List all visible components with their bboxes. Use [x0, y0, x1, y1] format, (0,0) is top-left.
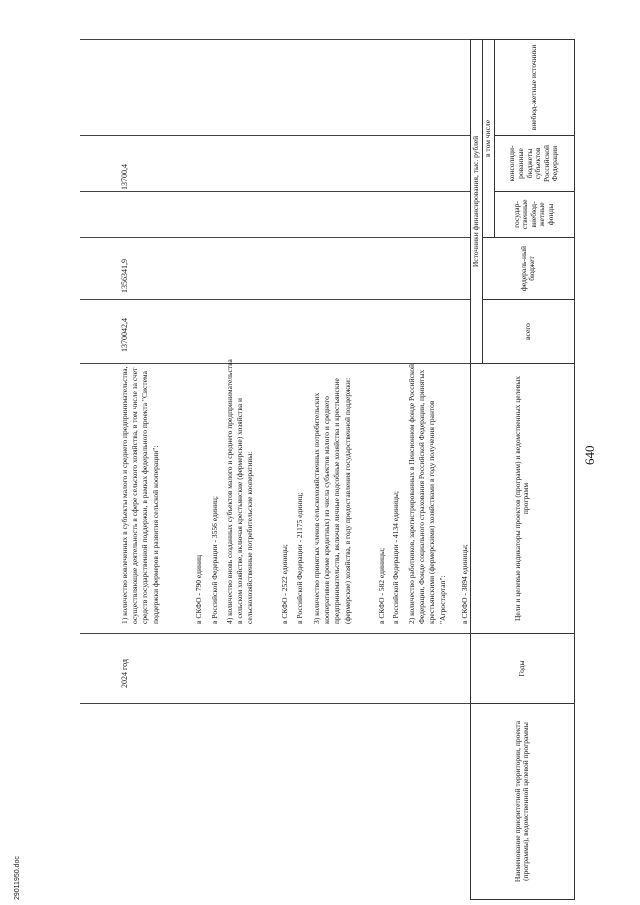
- year-2024: 2024 год: [120, 659, 129, 688]
- value-total-2024: 1370042,4: [120, 318, 129, 352]
- header-year: Годы: [471, 634, 575, 704]
- header-consolidated: консолиди-рованные бюджеты субъектов Российской Федерации: [494, 136, 574, 192]
- paragraph: 1) количество вовлеченных в субъекты малого и среднего предпринимательства, осуществляющие деятельность в сфере сельского хозяйства, в том числе за счет средств государственной поддержки, в рамках федерального проекта "Система поддержки фермеров и развития сельской кооперации":: [120, 366, 160, 624]
- paragraph: в Российской Федерации - 21175 единиц;: [295, 492, 304, 624]
- page-number: 640: [582, 445, 597, 465]
- table-body: [80, 40, 470, 900]
- paragraph: в СКФО - 3894 единицы;: [460, 544, 469, 624]
- header-state-funds: государ-ственные внебюд-жетные фонды: [494, 192, 574, 238]
- paragraph: 2) количество работников, зарегистрированных в Пенсионном фонде Российской Федерации, Фонде социального страхования Российской Федерации, принятых крестьянскими (фермерскими) хозяйствами в году получения грантов "Агростартап":: [407, 364, 447, 624]
- value-federal-2024: 1356341,9: [120, 259, 129, 293]
- header-goal: Цели и целевые индикаторы проектов (программ) и ведомственных целевых программ: [471, 364, 575, 634]
- header-federal: федераль-ный бюджет: [483, 238, 575, 300]
- header-funding: Источники финансирования, тыс. рублей: [471, 39, 483, 363]
- header-extrabudgetary: внебюд-жетные источники: [494, 39, 574, 135]
- table-header: [470, 39, 575, 900]
- paragraph: в Российской Федерации - 4134 единицы;: [391, 490, 400, 624]
- paragraph: 3) количество принятых членов сельскохозяйственных потребительских кооперативов (кроме кредитных) из числа субъектов малого и среднего предпринимательства, включая личные подсобные хозяйства и крестьянские (фермерские) хозяйства, в году предоставления государственной поддержки:: [312, 377, 352, 624]
- paragraph: в Российской Федерации - 3556 единиц;: [210, 496, 219, 624]
- paragraph: в СКФО - 790 единиц: [194, 555, 203, 624]
- header-total: всего: [483, 300, 575, 364]
- document-id: 29011950.doc: [14, 856, 21, 900]
- header-including: в том числе: [483, 39, 495, 237]
- paragraph: в СКФО - 582 единицы;: [377, 547, 386, 624]
- header-name: Наименование приоритетной территории, проекта (программы), ведомственной целевой программы: [471, 704, 575, 900]
- paragraph: в СКФО - 2522 единицы;: [280, 544, 289, 624]
- paragraph: 4) количество вновь созданных субъектов малого и среднего предпринимательства в сельском хозяйстве, включая крестьянские (фермерские) хозяйства и сельскохозяйственные потребительские кооперативы:: [225, 359, 255, 624]
- goals-column: [80, 359, 470, 624]
- value-consolidated-2024: 13700,4: [120, 164, 129, 190]
